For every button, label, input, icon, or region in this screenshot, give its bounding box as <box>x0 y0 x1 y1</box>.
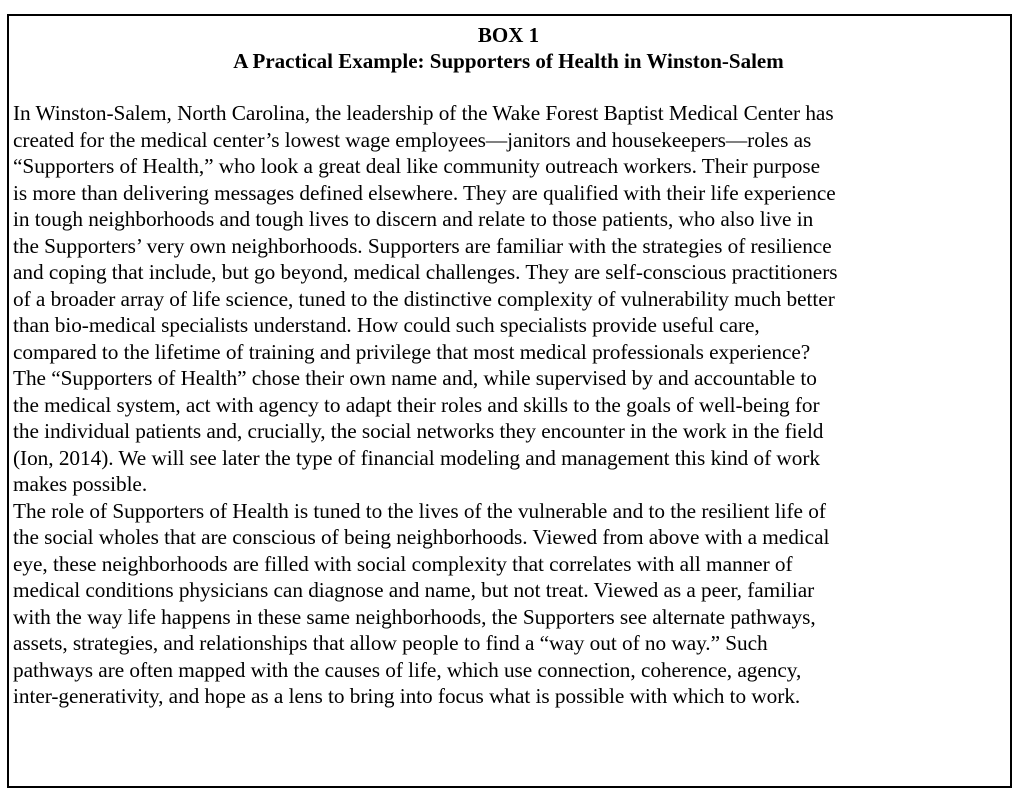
text-box <box>7 14 1012 788</box>
paragraph-2: The “Supporters of Health” chose their own name and, while supervised by and accountable to the medical system, act with agency to adapt their roles and skills to the goals of well-being for the individual patients and, crucially, the social networks they encounter in the work in the field (Ion, 2014). We will see later the type of financial modeling and management this kind of work makes possible. <box>13 366 824 496</box>
box-title: A Practical Example: Supporters of Health in Winston-Salem <box>233 49 784 73</box>
box-label: BOX 1 <box>477 23 540 47</box>
paragraph-3: The role of Supporters of Health is tuned to the lives of the vulnerable and to the resilient life of the social wholes that are conscious of being neighborhoods. Viewed from above with a medical eye, these neighborhoods are filled with social complexity that correlates with all manner of medical conditions physicians can diagnose and name, but not treat. Viewed as a peer, familiar with the way life happens in these same neighborhoods, the Supporters see alternate pathways, assets, strategies, and relationships that allow people to find a “way out of no way.” Such pathways are often mapped with the causes of life, which use connection, coherence, agency, inter-generativity, and hope as a lens to bring into focus what is possible with which to work. <box>13 498 830 708</box>
paragraph-1: In Winston-Salem, North Carolina, the leadership of the Wake Forest Baptist Medical Center has created for the medical center’s lowest wage employees—janitors and housekeepers—roles as “Supporters of Health,” who look a great deal like community outreach workers. Their purpose is more than delivering messages defined elsewhere. They are qualified with their life experience in tough neighborhoods and tough lives to discern and relate to those patients, who also live in the Supporters’ very own neighborhoods. Supporters are familiar with the strategies of resilience and coping that include, but go beyond, medical challenges. They are self-conscious practitioners of a broader array of life science, tuned to the distinctive complexity of vulnerability much better than bio-medical specialists understand. How could such specialists provide useful care, compared to the lifetime of training and privilege that most medical professionals experience? <box>13 101 838 364</box>
